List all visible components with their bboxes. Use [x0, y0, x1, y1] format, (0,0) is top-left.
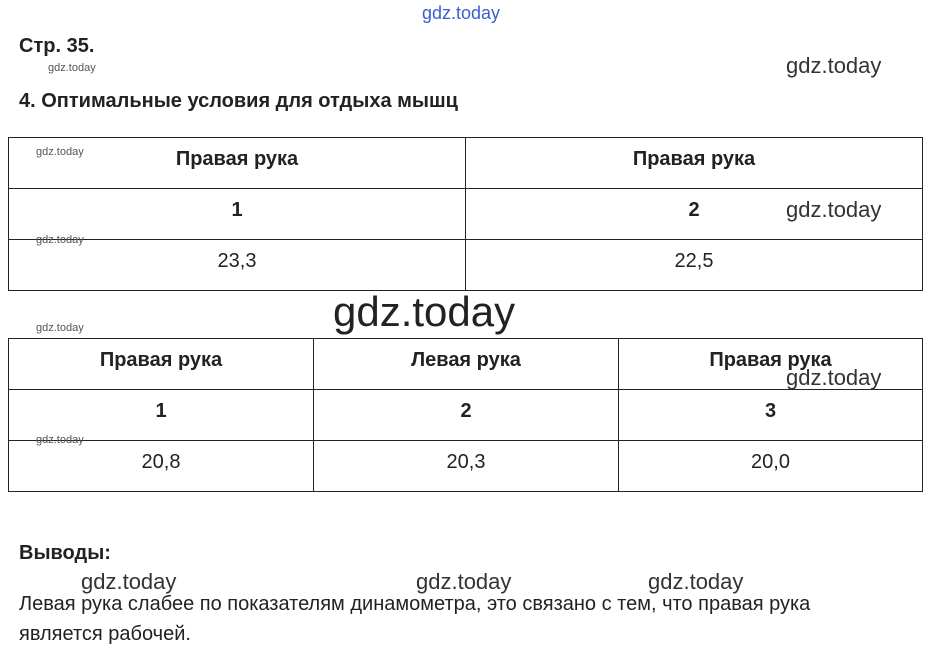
table-row: [9, 240, 923, 291]
watermark-right: gdz.today: [786, 197, 882, 222]
table-value-cell: 20,3: [314, 441, 619, 492]
watermark-inline: gdz.today: [648, 569, 744, 594]
table-row: [9, 441, 923, 492]
table-value-cell: 20,0: [619, 441, 923, 492]
conclusion-text: Левая рука слабее по показателям динамометра, это связано с тем, что правая рука является рабочей.: [19, 593, 811, 645]
table-index-cell: 1: [9, 390, 314, 441]
page-label: Стр. 35.: [19, 35, 95, 57]
table-header-cell: Правая рука: [9, 138, 466, 189]
conclusion-title: Выводы:: [19, 542, 111, 564]
table-header-cell: Правая рука: [9, 339, 314, 390]
table-value-cell: 20,8: [9, 441, 314, 492]
section-title: 4. Оптимальные условия для отдыха мышц: [19, 90, 458, 112]
table-row: [9, 390, 923, 441]
table-index-cell: 2: [314, 390, 619, 441]
watermark-small: gdz.today: [48, 62, 96, 74]
table-value-cell: 22,5: [466, 240, 923, 291]
table-index-cell: 2: [466, 189, 923, 240]
watermark-inline: gdz.today: [416, 569, 512, 594]
watermark-small: gdz.today: [36, 234, 84, 246]
watermark-small: gdz.today: [36, 322, 84, 334]
watermark-inline: gdz.today: [81, 569, 177, 594]
table-row: [9, 138, 923, 189]
table-header-cell: Правая рука: [619, 339, 923, 390]
table-index-cell: 3: [619, 390, 923, 441]
watermark-top: gdz.today: [422, 3, 501, 23]
watermark-right: gdz.today: [786, 53, 882, 78]
table-header-cell: Левая рука: [314, 339, 619, 390]
results-table-2: [8, 338, 923, 492]
watermark-small: gdz.today: [36, 434, 84, 446]
table-value-cell: 23,3: [9, 240, 466, 291]
watermark-large: gdz.today: [333, 288, 516, 335]
watermark-right: gdz.today: [786, 365, 882, 390]
table-index-cell: 1: [9, 189, 466, 240]
table-header-cell: Правая рука: [466, 138, 923, 189]
watermark-small: gdz.today: [36, 146, 84, 158]
